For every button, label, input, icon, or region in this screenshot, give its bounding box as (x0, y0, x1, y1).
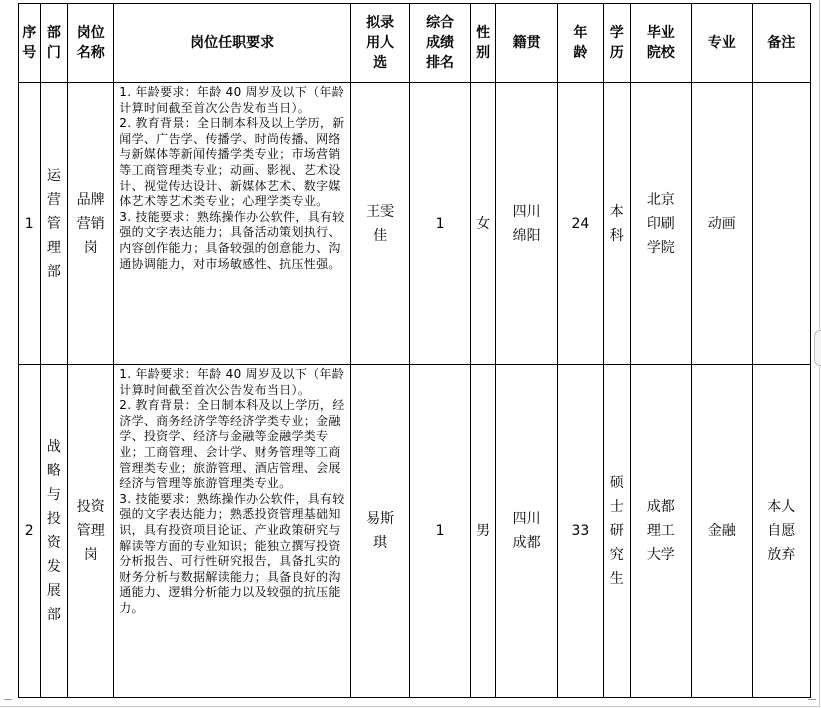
cell-origin: 四川绵阳 (496, 83, 557, 365)
cell-school: 成都理工大学 (630, 365, 691, 698)
header-rank: 综合成绩排名 (410, 4, 470, 83)
cell-seq: 2 (19, 365, 41, 698)
table-row (19, 83, 811, 365)
table-header (19, 4, 811, 83)
cell-school: 北京印刷学院 (630, 83, 691, 365)
recruitment-table (18, 3, 811, 698)
cell-note (752, 83, 811, 365)
header-dept: 部门 (40, 4, 68, 83)
cell-rank: 1 (410, 365, 470, 698)
cell-seq: 1 (19, 83, 41, 365)
header-note: 备注 (752, 4, 811, 83)
cell-gender: 女 (470, 83, 496, 365)
header-edu: 学历 (603, 4, 630, 83)
header-age: 年龄 (557, 4, 603, 83)
cell-candidate: 王雯佳 (350, 83, 409, 365)
header-requirements: 岗位任职要求 (114, 4, 351, 83)
cell-dept: 运营管理部 (40, 83, 68, 365)
cell-origin: 四川成都 (496, 365, 557, 698)
header-school: 毕业院校 (630, 4, 691, 83)
header-seq: 序号 (19, 4, 41, 83)
scroll-handle[interactable] (814, 330, 821, 366)
cell-dept: 战略与投资发展部 (40, 365, 68, 698)
cell-major: 动画 (692, 83, 752, 365)
header-candidate: 拟录用人选 (350, 4, 409, 83)
header-post: 岗位名称 (68, 4, 114, 83)
cell-post: 品牌营销岗 (68, 83, 114, 365)
cell-post: 投资管理岗 (68, 365, 114, 698)
cell-edu: 本科 (603, 83, 630, 365)
cell-edu: 硕士研究生 (603, 365, 630, 698)
header-gender: 性别 (470, 4, 496, 83)
header-origin: 籍贯 (496, 4, 557, 83)
cell-candidate: 易斯琪 (350, 365, 409, 698)
cell-requirements: 1. 年龄要求：年龄 40 周岁及以下（年龄计算时间截至首次公告发布当日）。 2. 教育背景：全日制本科及以上学历，经济学、商务经济学等经济学类专业；金融学、投资学、经济与金融等金融学类专业；工商管理、会计学、财务管理等工商管理类专业；旅游管理、酒店管理、会展经济与管理等旅游管理类专业。 3. 技能要求：熟练操作办公软件，具有较强的文字表达能力；熟悉投资管理基础知识，具有投资项目论证、产业政策研究与解读等方面的专业知识；能独立撰写投资分析报告、可行性研究报告，具备扎实的财务分析与数据解读能力；具备良好的沟通能力、逻辑分析能力以及较强的抗压能力。 (114, 365, 351, 698)
cell-age: 24 (557, 83, 603, 365)
cell-gender: 男 (470, 365, 496, 698)
cell-note: 本人自愿放弃 (752, 365, 811, 698)
table-row (19, 365, 811, 698)
page-corner-mark-right (808, 699, 816, 708)
page-corner-mark-left (4, 699, 12, 708)
header-major: 专业 (692, 4, 752, 83)
cell-rank: 1 (410, 83, 470, 365)
cell-requirements: 1. 年龄要求：年龄 40 周岁及以下（年龄计算时间截至首次公告发布当日）。 2. 教育背景：全日制本科及以上学历，新闻学、广告学、传播学、时尚传播、网络与新媒体等新闻传播学类专业；市场营销等工商管理类专业；动画、影视、艺术设计、视觉传达设计、新媒体艺术、数字媒体艺术等艺术类专业；心理学类专业。 3. 技能要求：熟练操作办公软件，具有较强的文字表达能力；具备活动策划执行、内容创作能力；具备较强的创意能力、沟通协调能力，对市场敏感性、抗压性强。 (114, 83, 351, 365)
cell-major: 金融 (692, 365, 752, 698)
cell-age: 33 (557, 365, 603, 698)
